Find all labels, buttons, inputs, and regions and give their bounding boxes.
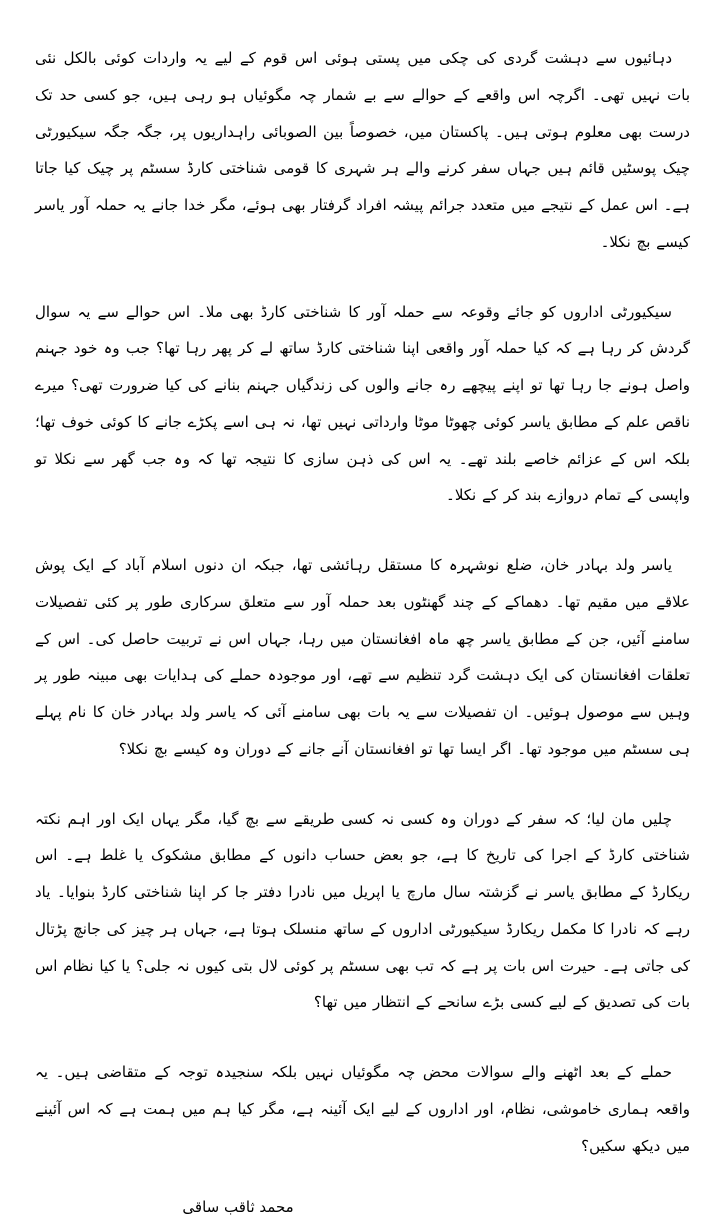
paragraph: دہائیوں سے دہشت گردی کی چکی میں پستی ہوئی اس قوم کے لیے یہ واردات کوئی بالکل نئی بات نہیں تھی۔ اگرچہ اس واقعے کے حوالے سے بے شمار چہ مگوئیاں ہو رہی ہیں، جو کسی حد تک درست بھی معلوم ہوتی ہیں۔ پاکستان میں، خصوصاً بین الصوبائی راہداریوں پر، جگہ جگہ سیکیورٹی چیک پوسٹیں قائم ہیں جہاں سفر کرنے والے ہر شہری کا قومی شناختی کارڈ سسٹم پر چیک کیا جاتا ہے۔ اس عمل کے نتیجے میں متعدد جرائم پیشہ افراد گرفتار بھی ہوئے، مگر خدا جانے یہ حملہ آور یاسر کیسے بچ نکلا۔ <box>35 49 690 251</box>
paragraph: چلیں مان لیا؛ کہ سفر کے دوران وہ کسی نہ کسی طریقے سے بچ گیا، مگر یہاں ایک اور اہم نکتہ شناختی کارڈ کے اجرا کی تاریخ کا ہے، جو بعض حساب دانوں کے مطابق مشکوک یا غلط ہے۔ اس ریکارڈ کے مطابق یاسر نے گزشتہ سال مارچ یا اپریل میں نادرا دفتر جا کر اپنا شناختی کارڈ بنوایا۔ یاد رہے کہ نادرا کا مکمل ریکارڈ سیکیورٹی اداروں کے ساتھ منسلک ہوتا ہے، جہاں ہر چیز کی جانچ پڑتال کی جاتی ہے۔ حیرت اس بات پر ہے کہ تب بھی سسٹم پر کوئی لال بتی کیوں نہ جلی؟ یا کیا نظام اس بات کی تصدیق کے لیے کسی بڑے سانحے کے انتظار میں تھا؟ <box>35 809 690 1012</box>
signature-row <box>35 1197 441 1216</box>
author-signature: محمد ثاقب ساقی <box>182 1198 294 1216</box>
paragraph: حملے کے بعد اٹھنے والے سوالات محض چہ مگوئیاں نہیں بلکہ سنجیدہ توجہ کے متقاضی ہیں۔ یہ واقعہ ہماری خاموشی، نظام، اور اداروں کے لیے ایک آئینہ ہے، مگر کیا ہم میں ہمت ہے کہ اس آئینے میں دیکھ سکیں؟ <box>35 1063 690 1155</box>
paragraph: سیکیورٹی اداروں کو جائے وقوعہ سے حملہ آور کا شناختی کارڈ بھی ملا۔ اس حوالے سے یہ سوال گردش کر رہا ہے کہ کیا حملہ آور واقعی اپنا شناختی کارڈ ساتھ لے کر پھر رہا تھا؟ جب وہ خود جہنم واصل ہونے جا رہا تھا تو اپنے پیچھے رہ جانے والوں کی زندگیاں جہنم بنانے کی کیا ضرورت تھی؟ میرے ناقص علم کے مطابق یاسر کوئی چھوٹا موٹا وارداتی نہیں تھا، نہ ہی اسے پکڑے جانے کا کوئی خوف تھا؛ بلکہ اس کے عزائم خاصے بلند تھے۔ یہ اس کی ذہن سازی کا نتیجہ تھا کہ وہ جب گھر سے نکلا تو واپسی کے تمام دروازے بند کر کے نکلا۔ <box>35 302 690 505</box>
paragraph: یاسر ولد بہادر خان، ضلع نوشہرہ کا مستقل رہائشی تھا، جبکہ ان دنوں اسلام آباد کے ایک پوش علاقے میں مقیم تھا۔ دھماکے کے چند گھنٹوں بعد حملہ آور سے متعلق سرکاری طور پر کئی تفصیلات سامنے آئیں، جن کے مطابق یاسر چھ ماہ افغانستان میں رہا، جہاں اس نے تربیت حاصل کی۔ اس کے تعلقات افغانستان کی ایک دہشت گرد تنظیم سے تھے، اور موجودہ حملے کی ہدایات بھی مبینہ طور پر وہیں سے موصول ہوئیں۔ ان تفصیلات سے یہ بات بھی سامنے آئی کہ یاسر ولد بہادر خان کا نام پہلے ہی سسٹم میں موجود تھا۔ اگر ایسا تھا تو افغانستان آنے جانے کے دوران وہ کیسے بچ نکلا؟ <box>35 556 690 758</box>
